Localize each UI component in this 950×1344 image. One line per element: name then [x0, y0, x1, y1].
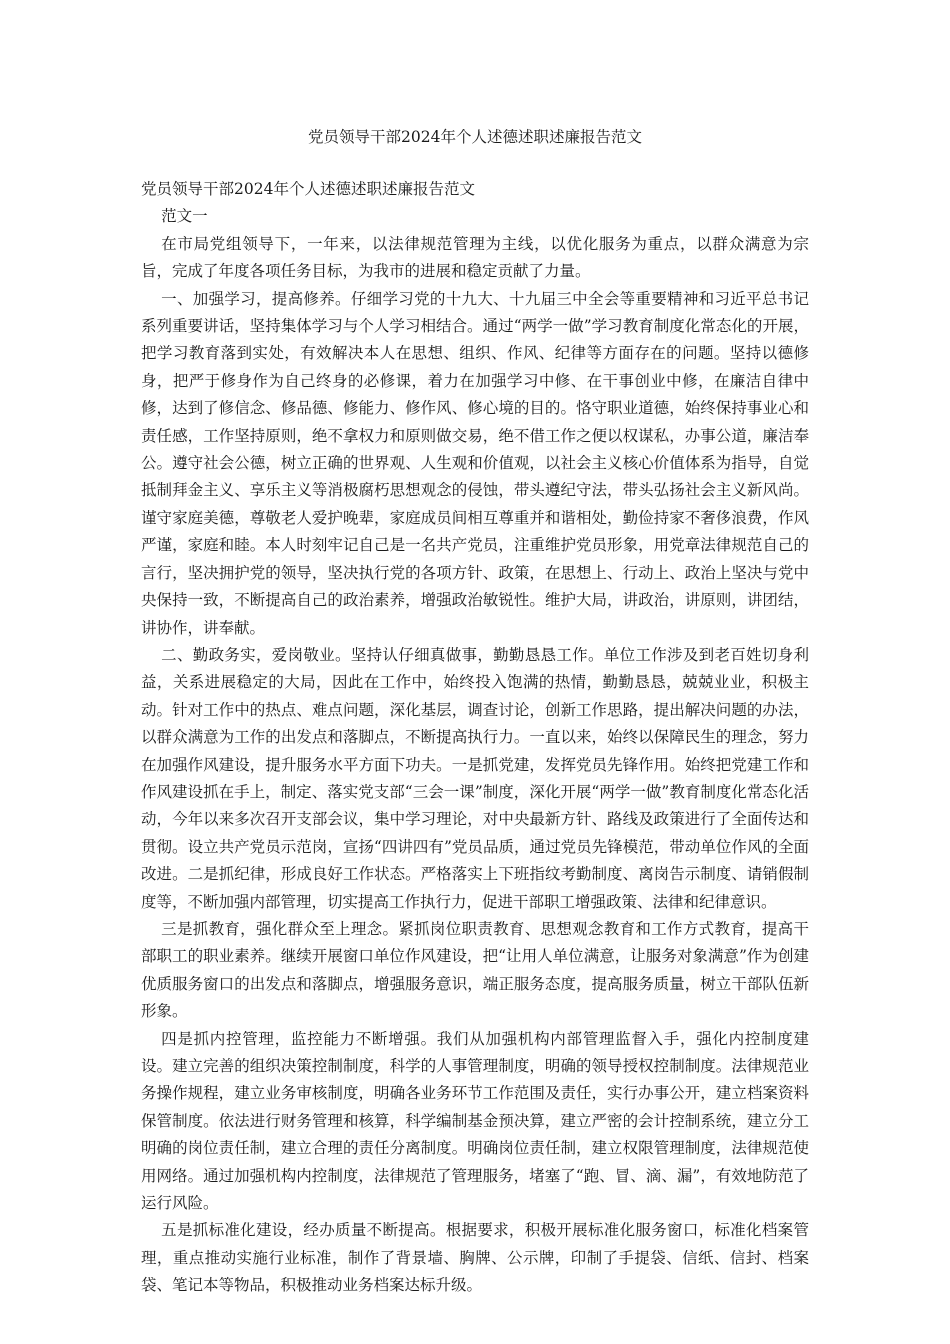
page-title: 党员领导干部2024年个人述德述职述廉报告范文	[308, 128, 642, 146]
paragraph-study: 一、加强学习，提高修养。仔细学习党的十九大、十九届三中全会等重要精神和习近平总书记系列重要讲话，坚持集体学习与个人学习相结合。通过“两学一做”学习教育制度化常态化的开展，把学习教育落到实处，有效解决本人在思想、组织、作风、纪律等方面存在的问题。坚持以德修身，把严于修身作为自己终身的必修课，着力在加强学习中修、在干事创业中修，在廉洁自律中修，达到了修信念、修品德、修能力、修作风、修心境的目的。恪守职业道德，始终保持事业心和责任感，工作坚持原则，绝不拿权力和原则做交易，绝不借工作之便以权谋私，办事公道，廉洁奉公。遵守社会公德，树立正确的世界观、人生观和价值观，以社会主义核心价值体系为指导，自觉抵制拜金主义、享乐主义等消极腐朽思想观念的侵蚀，带头遵纪守法，带头弘扬社会主义新风尚。谨守家庭美德，尊敬老人爱护晚辈，家庭成员间相互尊重并和谐相处，勤俭持家不奢侈浪费，作风严谨，家庭和睦。本人时刻牢记自己是一名共产党员，注重维护党员形象，用党章法律规范自己的言行，坚决拥护党的领导，坚决执行党的各项方针、政策，在思想上、行动上、政治上坚决与党中央保持一致，不断提高自己的政治素养，增强政治敏锐性。维护大局，讲政治，讲原则，讲团结，讲协作，讲奉献。	[141, 289, 809, 637]
paragraph-education: 三是抓教育，强化群众至上理念。紧抓岗位职责教育、思想观念教育和工作方式教育，提高干部职工的职业素养。继续开展窗口单位作风建设，把“让用人单位满意，让服务对象满意”作为创建优质服务窗口的出发点和落脚点，增强服务意识，端正服务态度，提高服务质量，树立干部队伍新形象。	[141, 919, 809, 1021]
document-heading: 党员领导干部2024年个人述德述职述廉报告范文	[141, 180, 475, 198]
paragraph-intro: 在市局党组领导下，一年来，以法律规范管理为主线，以优化服务为重点，以群众满意为宗旨，完成了年度各项任务目标，为我市的进展和稳定贡献了力量。	[141, 234, 809, 281]
document-body	[141, 176, 809, 1300]
paragraph-diligence: 二、勤政务实，爱岗敬业。坚持认仔细真做事，勤勤恳恳工作。单位工作涉及到老百姓切身利益，关系进展稳定的大局，因此在工作中，始终投入饱满的热情，勤勤恳恳，兢兢业业，积极主动。针对工作中的热点、难点问题，深化基层，调查讨论，创新工作思路，提出解决问题的办法，以群众满意为工作的出发点和落脚点，不断提高执行力。一直以来，始终以保障民生的理念，努力在加强作风建设，提升服务水平方面下功夫。一是抓党建，发挥党员先锋作用。始终把党建工作和作风建设抓在手上，制定、落实党支部“三会一课”制度，深化开展“两学一做”教育制度化常态化活动，今年以来多次召开支部会议，集中学习理论，对中央最新方针、路线及政策进行了全面传达和贯彻。设立共产党员示范岗，宣扬“四讲四有”党员品质，通过党员先锋模范，带动单位作风的全面改进。二是抓纪律，形成良好工作状态。严格落实上下班指纹考勤制度、离岗告示制度、请销假制度等，不断加强内部管理，切实提高工作执行力，促进干部职工增强政策、法律和纪律意识。	[141, 645, 809, 911]
section-label: 范文一	[161, 207, 208, 226]
paragraph-internal-control: 四是抓内控管理，监控能力不断增强。我们从加强机构内部管理监督入手，强化内控制度建设。建立完善的组织决策控制制度，科学的人事管理制度，明确的领导授权控制制度。法律规范业务操作规程，建立业务审核制度，明确各业务环节工作范围及责任，实行办事公开，建立档案资料保管制度。依法进行财务管理和核算，科学编制基金预决算，建立严密的会计控制系统，建立分工明确的岗位责任制，建立合理的责任分离制度。明确岗位责任制，建立权限管理制度，法律规范使用网络。通过加强机构内控制度，法律规范了管理服务，堵塞了“跑、冒、滴、漏”，有效地防范了运行风险。	[141, 1029, 809, 1213]
paragraph-standardization: 五是抓标准化建设，经办质量不断提高。根据要求，积极开展标准化服务窗口，标准化档案管理，重点推动实施行业标准，制作了背景墙、胸牌、公示牌，印制了手提袋、信纸、信封、档案袋、笔记本等物品，积极推动业务档案达标升级。	[141, 1221, 809, 1295]
